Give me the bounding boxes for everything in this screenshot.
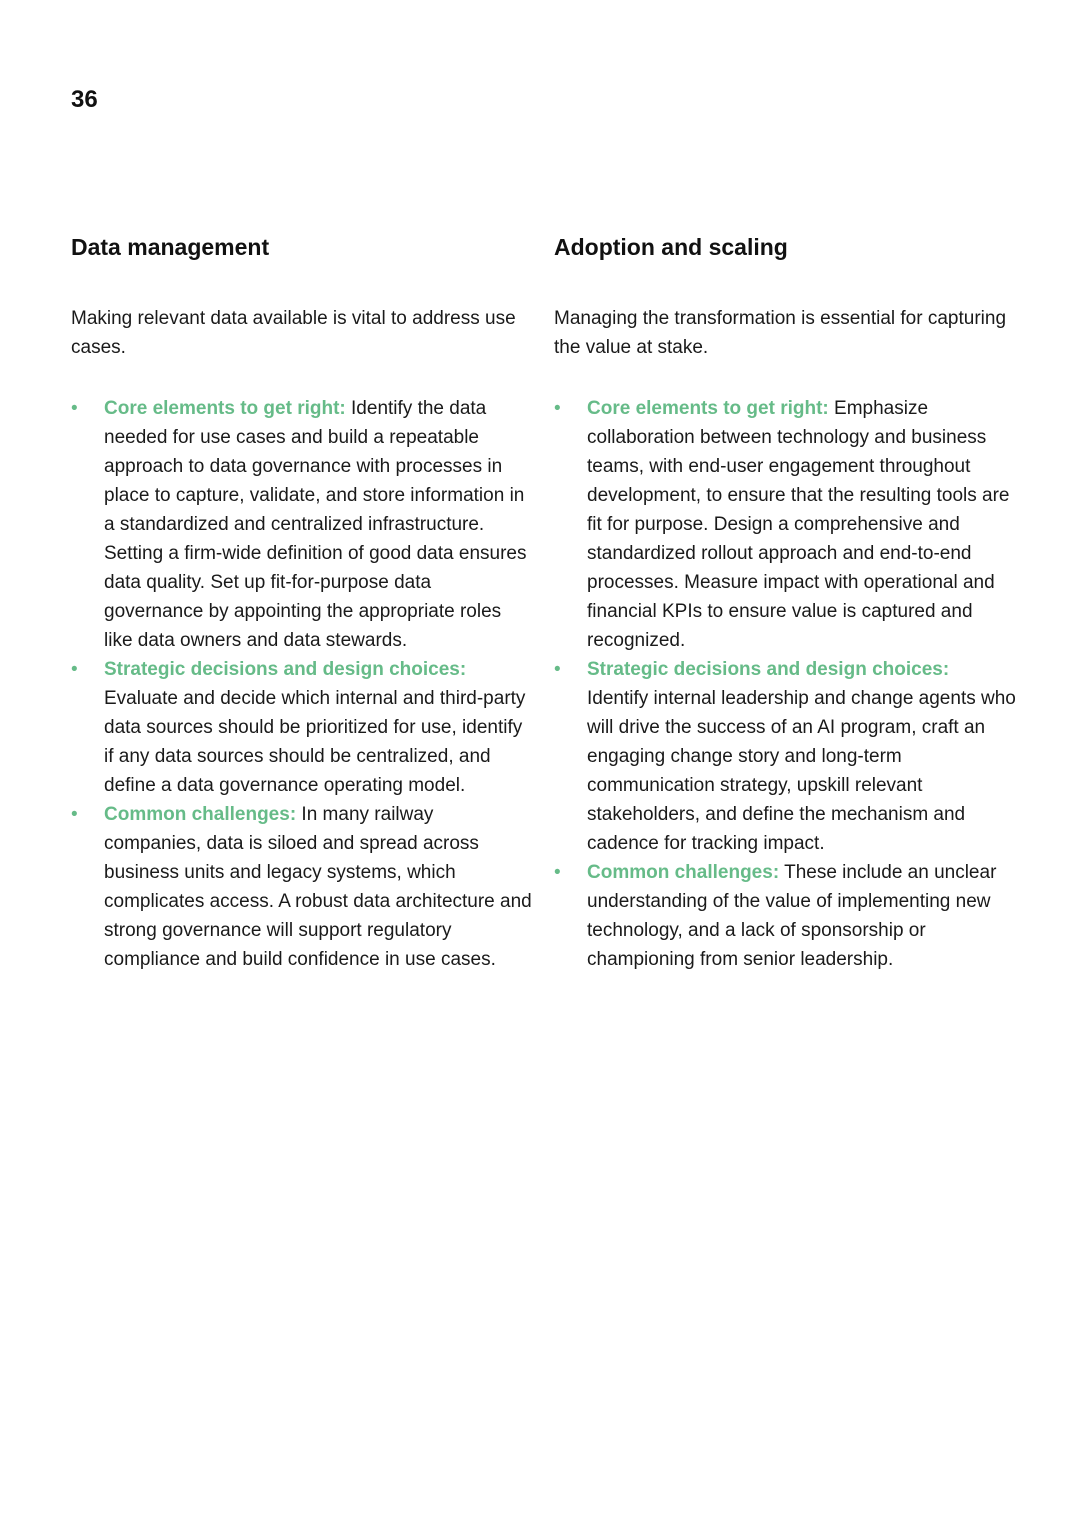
section-heading: Adoption and scaling xyxy=(554,234,788,260)
section-intro: Making relevant data available is vital to address use cases. xyxy=(71,308,516,358)
section-heading: Data management xyxy=(71,234,270,260)
list-item xyxy=(71,800,533,974)
bullet-icon: • xyxy=(554,659,561,680)
list-item xyxy=(554,858,1022,974)
bullet-list xyxy=(71,394,533,974)
list-item xyxy=(71,394,533,655)
bullet-list xyxy=(554,394,1022,974)
bullet-icon: • xyxy=(71,804,78,825)
bullet-text: Emphasize collaboration between technology and business teams, with end-user engagement throughout development, to ensure that the resulting tools are fit for purpose. Design a comprehensive and standardized rollout approach and end-to-end processes. Measure impact with operational and financial KPIs to ensure value is captured and recognized. xyxy=(587,398,1010,651)
bullet-icon: • xyxy=(71,398,78,419)
section-intro: Managing the transformation is essential for capturing the value at stake. xyxy=(554,308,1007,358)
list-item xyxy=(554,655,1022,858)
bullet-text: Identify internal leadership and change agents who will drive the success of an AI program, craft an engaging change story and long-term communication strategy, upskill relevant stakeholders, and define the mechanism and cadence for tracking impact. xyxy=(587,688,1016,854)
adoption-scaling-column xyxy=(554,230,1022,974)
data-management-column xyxy=(71,230,533,974)
list-item xyxy=(71,655,533,800)
bullet-label: Strategic decisions and design choices: xyxy=(104,659,467,680)
bullet-label: Common challenges: xyxy=(587,862,780,883)
bullet-label: Strategic decisions and design choices: xyxy=(587,659,950,680)
bullet-label: Core elements to get right: xyxy=(104,398,346,419)
bullet-label: Common challenges: xyxy=(104,804,297,825)
page-number: 36 xyxy=(71,86,98,113)
bullet-icon: • xyxy=(71,659,78,680)
bullet-text: Identify the data needed for use cases and build a repeatable approach to data governance with processes in place to capture, validate, and store information in a standardized and centralized infrastructure. Setting a firm-wide definition of good data ensures data quality. Set up fit-for-purpose data governance by appointing the appropriate roles like data owners and data stewards. xyxy=(104,398,527,651)
bullet-icon: • xyxy=(554,862,561,883)
bullet-text: These include an unclear understanding of the value of implementing new technology, and a lack of sponsorship or championing from senior leadership. xyxy=(587,862,997,970)
bullet-icon: • xyxy=(554,398,561,419)
bullet-text: In many railway companies, data is siloed and spread across business units and legacy systems, which complicates access. A robust data architecture and strong governance will support regulatory compliance and build confidence in use cases. xyxy=(104,804,532,970)
list-item xyxy=(554,394,1022,655)
bullet-text: Evaluate and decide which internal and third-party data sources should be prioritized for use, identify if any data sources should be centralized, and define a data governance operating model. xyxy=(104,688,526,796)
bullet-label: Core elements to get right: xyxy=(587,398,829,419)
